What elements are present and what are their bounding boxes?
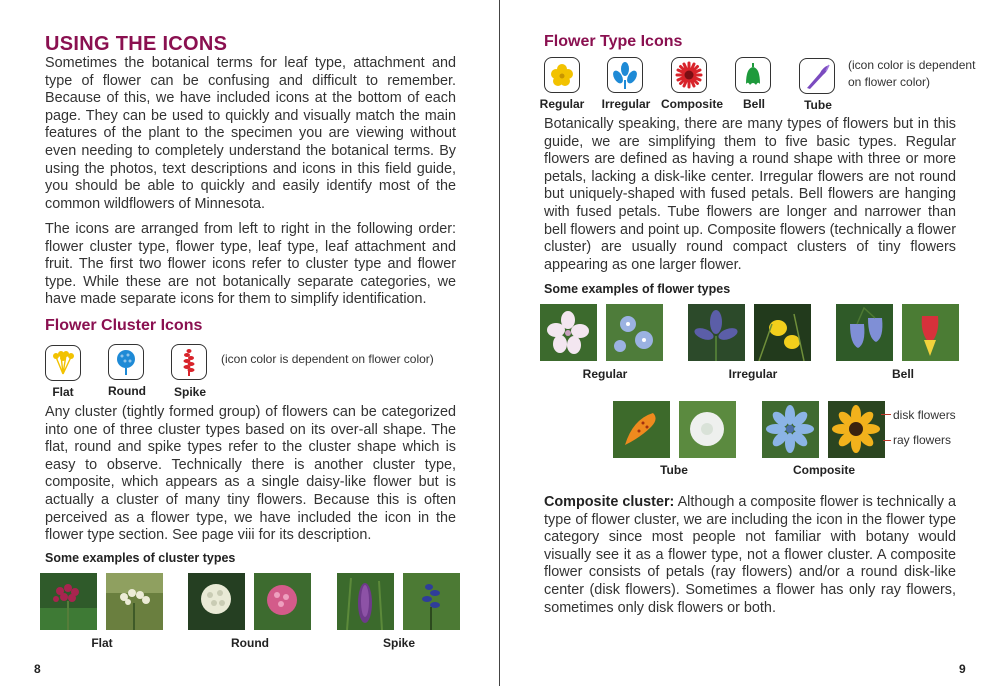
- round-label: Round: [108, 384, 146, 398]
- spike-cluster-icon: [171, 344, 207, 380]
- composite-photo-1: [762, 401, 819, 458]
- composite-label: Composite: [660, 97, 723, 111]
- round-photo-2: [254, 573, 311, 630]
- irregular-label: Irregular: [601, 97, 651, 111]
- flower-type-paragraph: Botanically speaking, there are many types of flowers but in this guide, we are simplifying them to five basic types. Regular flowers are defined as having a round shape with three or more petals, lacking a disk-like center. Irregular flowers are not round but uniquely-shaped with fused petals. Bell flowers are hanging with fused petals. Tube flowers are longer and narrower than bell flowers and point up. Composite flowers (technically a flower cluster) are usually round compact clusters of tiny flowers appearing as one larger flower.: [544, 116, 956, 273]
- flat-label: Flat: [52, 385, 74, 399]
- cluster-icon-note: (icon color is dependent on flower color): [221, 352, 434, 366]
- bell-photo-2: [902, 304, 959, 361]
- composite-examples-label: Composite: [792, 463, 855, 477]
- composite-cluster-heading: Composite cluster:: [544, 494, 675, 510]
- spike-examples-label: Spike: [382, 636, 415, 650]
- round-photo-1: [188, 573, 245, 630]
- disk-flowers-label: disk flowers: [893, 408, 956, 422]
- tube-label: Tube: [804, 98, 832, 112]
- flat-photo-1: [40, 573, 97, 630]
- disk-flowers-leader-line: [881, 414, 891, 415]
- intro-paragraph: Sometimes the botanical terms for leaf type, attachment and type of flower can be confusing and difficult to remember. Because of this, we have included icons at the bottom of each page. They can be used to quickly and visually match the main features of the plant to the specimen you are viewing without even needing to completely understand the botanical terms. By using the photos, text descriptions and icons in this field guide, you should be able to quickly and easily identify most of the common wildflowers of Minnesota.: [45, 55, 456, 212]
- composite-cluster-paragraph: [544, 494, 956, 617]
- regular-photo-2: [606, 304, 663, 361]
- composite-photo-2: [828, 401, 885, 458]
- tube-photo-1: [613, 401, 670, 458]
- type-icon-note-line-1: (icon color is dependent: [848, 58, 976, 72]
- irregular-flower-icon: [607, 57, 643, 93]
- type-icon-note-line-2: on flower color): [848, 75, 931, 89]
- spike-photo-2: [403, 573, 460, 630]
- regular-photo-1: [540, 304, 597, 361]
- bell-photo-1: [836, 304, 893, 361]
- tube-flower-icon: [799, 58, 835, 94]
- irregular-photo-1: [688, 304, 745, 361]
- flat-photo-2: [106, 573, 163, 630]
- irregular-photo-2: [754, 304, 811, 361]
- round-examples-label: Round: [231, 636, 269, 650]
- page-number-left: 8: [34, 662, 41, 676]
- cluster-icons-heading: Flower Cluster Icons: [45, 317, 203, 334]
- irregular-examples-label: Irregular: [728, 367, 778, 381]
- flower-examples-heading: Some examples of flower types: [544, 282, 731, 296]
- round-cluster-icon: [108, 344, 144, 380]
- ray-flowers-leader-line: [883, 440, 891, 441]
- bell-label: Bell: [742, 97, 765, 111]
- flat-examples-label: Flat: [91, 636, 113, 650]
- page-title: USING THE ICONS: [45, 33, 228, 55]
- tube-photo-2: [679, 401, 736, 458]
- right-page: [500, 0, 1000, 686]
- tube-examples-label: Tube: [660, 463, 688, 477]
- composite-flower-icon: [671, 57, 707, 93]
- spike-photo-1: [337, 573, 394, 630]
- cluster-examples-heading: Some examples of cluster types: [45, 551, 236, 565]
- regular-examples-label: Regular: [582, 367, 628, 381]
- page-number-right: 9: [959, 662, 966, 676]
- spike-label: Spike: [173, 385, 206, 399]
- bell-examples-label: Bell: [891, 367, 914, 381]
- regular-flower-icon: [544, 57, 580, 93]
- order-paragraph: The icons are arranged from left to right in the following order: flower cluster type, flower type, leaf type, leaf attachment and fruit. The first two flower icons refer to cluster type and flower type. While these are not botanically separate categories, we have made separate icons for them to simplify identification.: [45, 221, 456, 308]
- regular-label: Regular: [539, 97, 585, 111]
- ray-flowers-label: ray flowers: [893, 433, 952, 447]
- flower-type-heading: Flower Type Icons: [544, 33, 683, 50]
- composite-cluster-text: Although a composite flower is technically a type of flower cluster, we are including the icon in the flower type category since most people not familiar with botany would visually see it as a flower type, not a flower cluster. A composite flower consists of petals (ray flowers) and/or a round disk-like center (disk flowers). Sometimes a flower has only ray flowers, sometimes only disk flowers or both.: [544, 494, 956, 616]
- flat-cluster-icon: [45, 345, 81, 381]
- bell-flower-icon: [735, 57, 771, 93]
- cluster-paragraph: Any cluster (tightly formed group) of flowers can be categorized into one of three cluster types based on its over-all shape. The flat, round and spike types refer to the cluster shape which is easy to observe. Technically there is another cluster type, composite, which appears as a single daisy-like flower but is actually a cluster of many tiny flowers. Because this is often perceived as a flower type, we have included the icon in the flower type section. See page viii for its description.: [45, 404, 456, 544]
